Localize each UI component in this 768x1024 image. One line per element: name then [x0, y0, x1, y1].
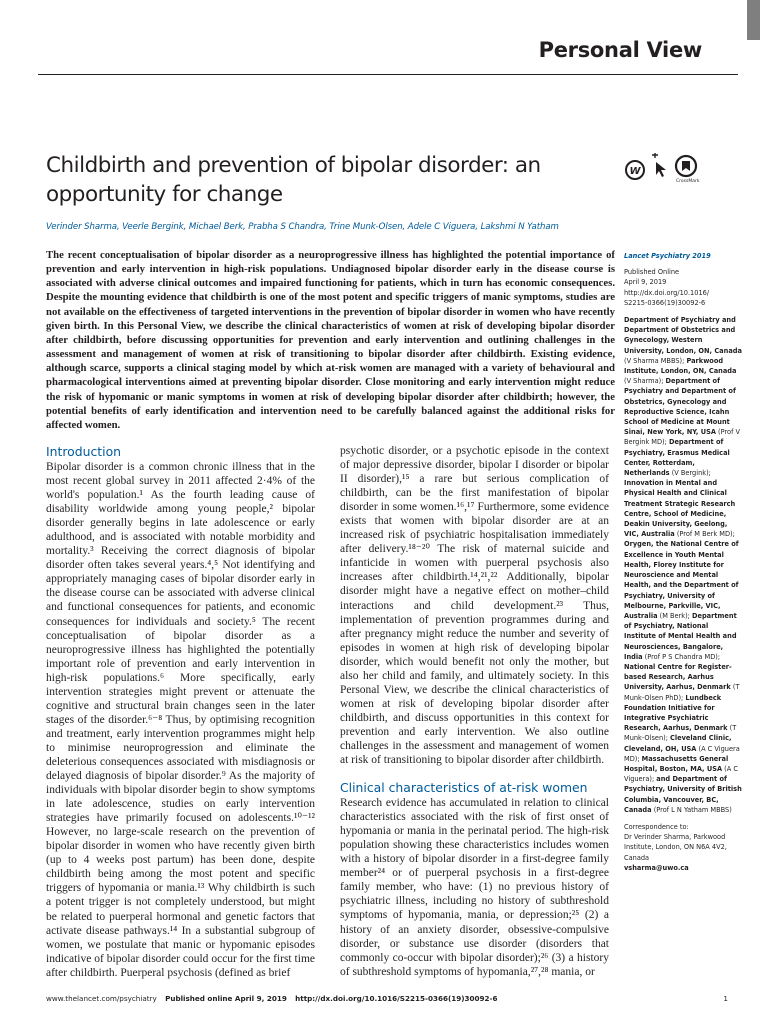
introduction-heading: Introduction [46, 444, 122, 459]
affiliations [624, 315, 742, 815]
affiliation-author-note: (A C Viguera MD); [624, 744, 740, 763]
affiliation-institution: Lundbeck Foundation Initiative for Integrative Psychiatric Research, Aarhus, Denmark [624, 693, 728, 733]
affiliation-institution: Cleveland Clinic, Cleveland, OH, USA [624, 734, 732, 753]
affiliation-institution: Department of Psychiatry, Erasmus Medical Center, Rotterdam, Netherlands [624, 438, 730, 478]
affiliation-institution: and Department of Psychiatry, University of British Columbia, Vancouver, BC, Canada [624, 775, 742, 814]
footer-url[interactable]: www.thelancet.com/psychiatry [46, 994, 157, 1003]
abstract: The recent conceptualisation of bipolar disorder as a neuroprogressive illness has highlighted the potential importance of prevention and early intervention in high-risk populations. Undiagnosed bipolar disorder early in the disease course is associated with adverse clinical outcomes and impaired functioning for patients, which in turn has economic consequences. Despite the mounting evidence that childbirth is one of the most potent and specific triggers of manic symptoms, studies are not available on the effectiveness of targeted interventions in the prevention of bipolar disorder in women who have recently given birth. In this Personal View, we describe the clinical characteristics of women at risk of developing bipolar disorder after childbirth, before discussing opportunities for prevention and early intervention and outlining challenges in the assessment and management of women at risk of transitioning to bipolar disorder after childbirth. Existing evidence, although scarce, supports a clinical staging model by which at-risk women are managed with a variety of behavioural and pharmacological interventions aimed at preventing bipolar disorder. Close monitoring and early intervention might reduce the risk of hypomanic or manic symptoms in women at risk of developing bipolar disorder after childbirth; however, the potential benefits of early identification and intervention need to be carefully balanced against the additional risks for affected women. [46, 249, 615, 431]
affiliation-author-note: (M Berk); [657, 611, 690, 620]
footer-doi[interactable]: http://dx.doi.org/10.1016/S2215-0366(19)30092-6 [295, 994, 498, 1003]
correspondence-label: Correspondence to: [624, 822, 689, 831]
doi-link-suffix[interactable]: S2215-0366(19)30092-6 [624, 298, 706, 307]
author-list: Verinder Sharma, Veerle Bergink, Michael Berk, Prabha S Chandra, Trine Munk-Olsen, Adele C Viguera, Lakshmi N Yatham [46, 222, 559, 232]
affiliation-author-note: (Prof L N Yatham MBBS) [651, 805, 732, 814]
affiliation-author-note: (V Bergink); [669, 469, 711, 478]
affiliation-author-note: (T Munk-Olsen PhD); [624, 683, 740, 702]
section-label: Personal View [538, 38, 702, 62]
corner-bar [747, 0, 760, 40]
affiliation-author-note: (A C Viguera); [624, 764, 738, 784]
page-number: 1 [723, 994, 728, 1003]
clinical-characteristics-text: Research evidence has accumulated in relation to clinical characteristics associated with the risk of first onset of hypomania or mania in the perinatal period. The high-risk population showing these characteristics includes women with a history of bipolar disorder in a first-degree family member²⁴ or of puerperal psychosis in a first-degree family member, who have: (1) no previous history of psychiatric illness, including no history of subthreshold symptoms of hypomania, mania, or depression;²⁵ (2) a history of an anxiety disorder, obsessive-compulsive disorder, or substance use disorder (disorders that commonly co-occur with bipolar disorder);²⁶ (3) a history of subthreshold symptoms of hypomania,²⁷,²⁸ mania, or [340, 797, 609, 978]
introduction-text: Bipolar disorder is a common chronic illness that in the most recent global survey in 2011 affected 2·4% of the world's population.¹ As the fourth leading cause of disability worldwide among young people,² bipolar disorder generally begins in late adolescence or early adulthood, and is associated with notable morbidity and mortality.³ Receiving the correct diagnosis of bipolar disorder often takes several years.⁴,⁵ Not identifying and appropriately managing cases of bipolar disorder early in the disease course can be associated with adverse clinical and functional consequences for patients, and economic consequences for individuals and society.⁵ The recent conceptualisation of bipolar disorder as a neuroprogressive illness has highlighted the potentially important role of prevention and early intervention in high-risk populations.⁶ More specifically, early intervention strategies might prevent or attenuate the cognitive and structural brain changes seen in the later stages of the disorder.⁶⁻⁸ Thus, by optimising recognition and treatment, early intervention programmes might help to minimise neuroprogression and eliminate the deleterious consequences associated with misdiagnosis or delayed diagnosis of bipolar disorder.⁹ As the majority of individuals with bipolar disorder begin to show symptoms in late adolescence, studies on early intervention strategies have primarily focused on adolescents.¹⁰⁻¹² However, no large-scale research on the prevention of bipolar disorder in women who have recently given birth (up to 4 weeks post partum) has been done, despite childbirth being among the most potent and specific triggers of hypomania or mania.¹³ Why childbirth is such a potent trigger is not completely understood, but might be related to puerperal hormonal and genetic factors that activate disease pathways.¹⁴ In a substantial subgroup of women, we postulate that manic or hypomanic episodes indicative of bipolar disorder could occur for the first time after childbirth. Puerperal psychosis (defined as brief [46, 461, 315, 979]
affiliation-author-note: (Prof M Berk MD); [674, 530, 735, 539]
affiliation-institution: Department of Psychiatry and Department of Obstetrics, Gynecology and Reproductive Science, Icahn School of Medicine at Mount Sinai, New York, NY, USA [624, 377, 736, 437]
published-label: Published Online [624, 268, 680, 277]
affiliation-author-note: (Prof V Bergink MD); [624, 428, 740, 447]
article-title: Childbirth and prevention of bipolar disorder: an opportunity for change [46, 153, 541, 207]
journal-citation: Lancet Psychiatry 2019 [624, 252, 711, 260]
affiliation-institution: Parkwood Institute, London, ON, Canada [624, 356, 737, 376]
page-footer [46, 994, 498, 1003]
crossmark-label: CrossMark [676, 179, 700, 184]
article-badges [624, 153, 704, 189]
correspondence-address: Dr Verinder Sharma, Parkwood Institute, London, ON N6A 4V2, Canada [624, 833, 727, 862]
article-sidebar [624, 251, 742, 873]
affiliation-institution: Orygen, the National Centre of Excellence in Youth Mental Health, Florey Institute for Neuroscience and Mental Health, and the Department of Psychiatry, University of Melbourne, Parkville, VIC, Australia [624, 540, 739, 620]
clinical-characteristics-heading: Clinical characteristics of at-risk women [340, 780, 588, 796]
cursor-icon[interactable] [648, 153, 668, 179]
affiliation-author-note: (T Munk-Olsen); [624, 724, 737, 743]
affiliation-institution: Innovation in Mental and Physical Health and Clinical Treatment Strategic Research Centre, School of Medicine, Deakin University, Geelong, VIC, Australia [624, 479, 736, 539]
introduction-continued-text: psychotic disorder, or a psychotic episode in the context of major depressive disorder, bipolar I disorder or bipolar II disorder),¹⁵ a rare but serious complication of childbirth, can be the first manifestation of bipolar disorder in some women.¹⁶,¹⁷ Furthermore, some evidence exists that women with bipolar disorder are at an increased risk of psychiatric hospitalisation immediately after delivery.¹⁸⁻²⁰ The risk of maternal suicide and infanticide in women with puerperal psychosis also increases after childbirth.¹⁴,²¹,²² Additionally, bipolar disorder might have a negative effect on mother–child interactions and child development.²³ Thus, implementation of prevention programmes during and after pregnancy might reduce the number and severity of episodes in women at high risk of developing bipolar disorder, which would benefit not only the mother, but also her child and family, and ultimately society. In this Personal View, we describe the clinical characteristics of women at risk of developing bipolar disorder after childbirth, and discuss opportunities in this context for prevention and early intervention. We also outline challenges in the assessment and management of women at risk of transitioning to bipolar disorder after childbirth. [340, 445, 609, 767]
affiliation-institution: Department of Psychiatry and Department of Obstetrics and Gynecology, Western University, London, ON, Canada [624, 316, 742, 355]
correspondence-email[interactable]: vsharma@uwo.ca [624, 863, 689, 872]
body-column-right [340, 444, 609, 979]
published-date: April 9, 2019 [624, 278, 667, 287]
affiliation-institution: National Centre for Register-based Research, Aarhus University, Aarhus, Denmark [624, 662, 732, 692]
header-rule [38, 74, 738, 75]
svg-text:W: W [629, 166, 641, 177]
doi-link[interactable]: http://dx.doi.org/10.1016/ [624, 288, 710, 297]
affiliation-author-note: (Prof P S Chandra MD); [642, 652, 721, 661]
body-column-left [46, 444, 315, 980]
affiliation-author-note: (V Sharma MBBS); [624, 356, 685, 365]
correspondence [624, 822, 742, 873]
affiliation-author-note: (V Sharma); [624, 377, 664, 386]
affiliation-institution: Department of Psychiatry, National Institute of Mental Health and Neurosciences, Bangalore, India [624, 611, 737, 661]
footer-published: Published online April 9, 2019 [165, 994, 287, 1003]
affiliation-institution: Massachusetts General Hospital, Boston, MA, USA [624, 754, 729, 773]
